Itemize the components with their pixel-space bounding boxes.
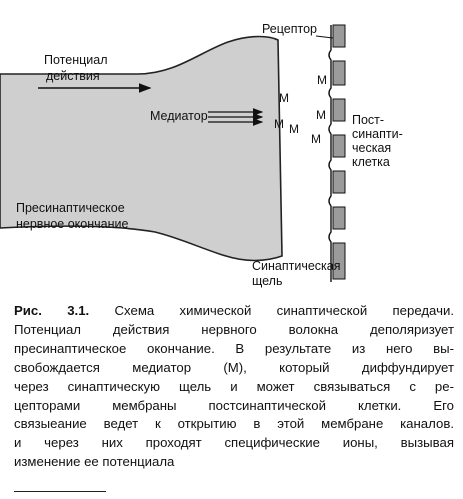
caption-line: свобождается медиатор (М), который диффундирует bbox=[14, 359, 454, 375]
action-potential-label: Потенциал действия bbox=[44, 53, 108, 83]
receptor-label: Рецептор bbox=[262, 22, 317, 36]
m-label-3: М bbox=[274, 117, 284, 131]
presynaptic-label: Пресинаптическое нервное окончание bbox=[16, 201, 129, 231]
m-label-6: М bbox=[311, 132, 321, 146]
m-label-1: М bbox=[279, 91, 289, 105]
figure-number: Рис. 3.1. bbox=[14, 303, 90, 318]
postsynaptic-cell-label: Пост- синапти- ческая клетка bbox=[352, 113, 403, 169]
figure-caption bbox=[14, 302, 454, 472]
caption-line: Потенциал действия нервного волокна деполяризует bbox=[14, 321, 454, 337]
caption-line: пресинаптическое окончание. В результате из него вы- bbox=[14, 340, 454, 356]
caption-line: и через них проходят специфические ионы, вызывая bbox=[14, 435, 454, 451]
mediator-label: Медиатор bbox=[150, 109, 208, 123]
caption-line: Рис. 3.1. Схема химической синаптической передачи. bbox=[14, 303, 455, 318]
caption-line: изменение ее потенциала bbox=[14, 454, 175, 470]
m-label-2: М bbox=[317, 73, 327, 87]
m-label-4: М bbox=[289, 122, 299, 136]
caption-line: через синаптическую щель и может связываться с ре- bbox=[14, 378, 454, 394]
receptor-blocks bbox=[333, 25, 345, 279]
footnote-rule bbox=[14, 491, 106, 492]
synaptic-cleft-label: Синаптическая щель bbox=[252, 259, 341, 288]
caption-line: цепторами мембраны постсинаптической клетки. Его bbox=[14, 397, 454, 413]
caption-line: связыеание ведет к открытию в этой мембране каналов. bbox=[14, 416, 454, 432]
m-label-5: М bbox=[316, 108, 326, 122]
postsynaptic-membrane bbox=[329, 25, 331, 282]
